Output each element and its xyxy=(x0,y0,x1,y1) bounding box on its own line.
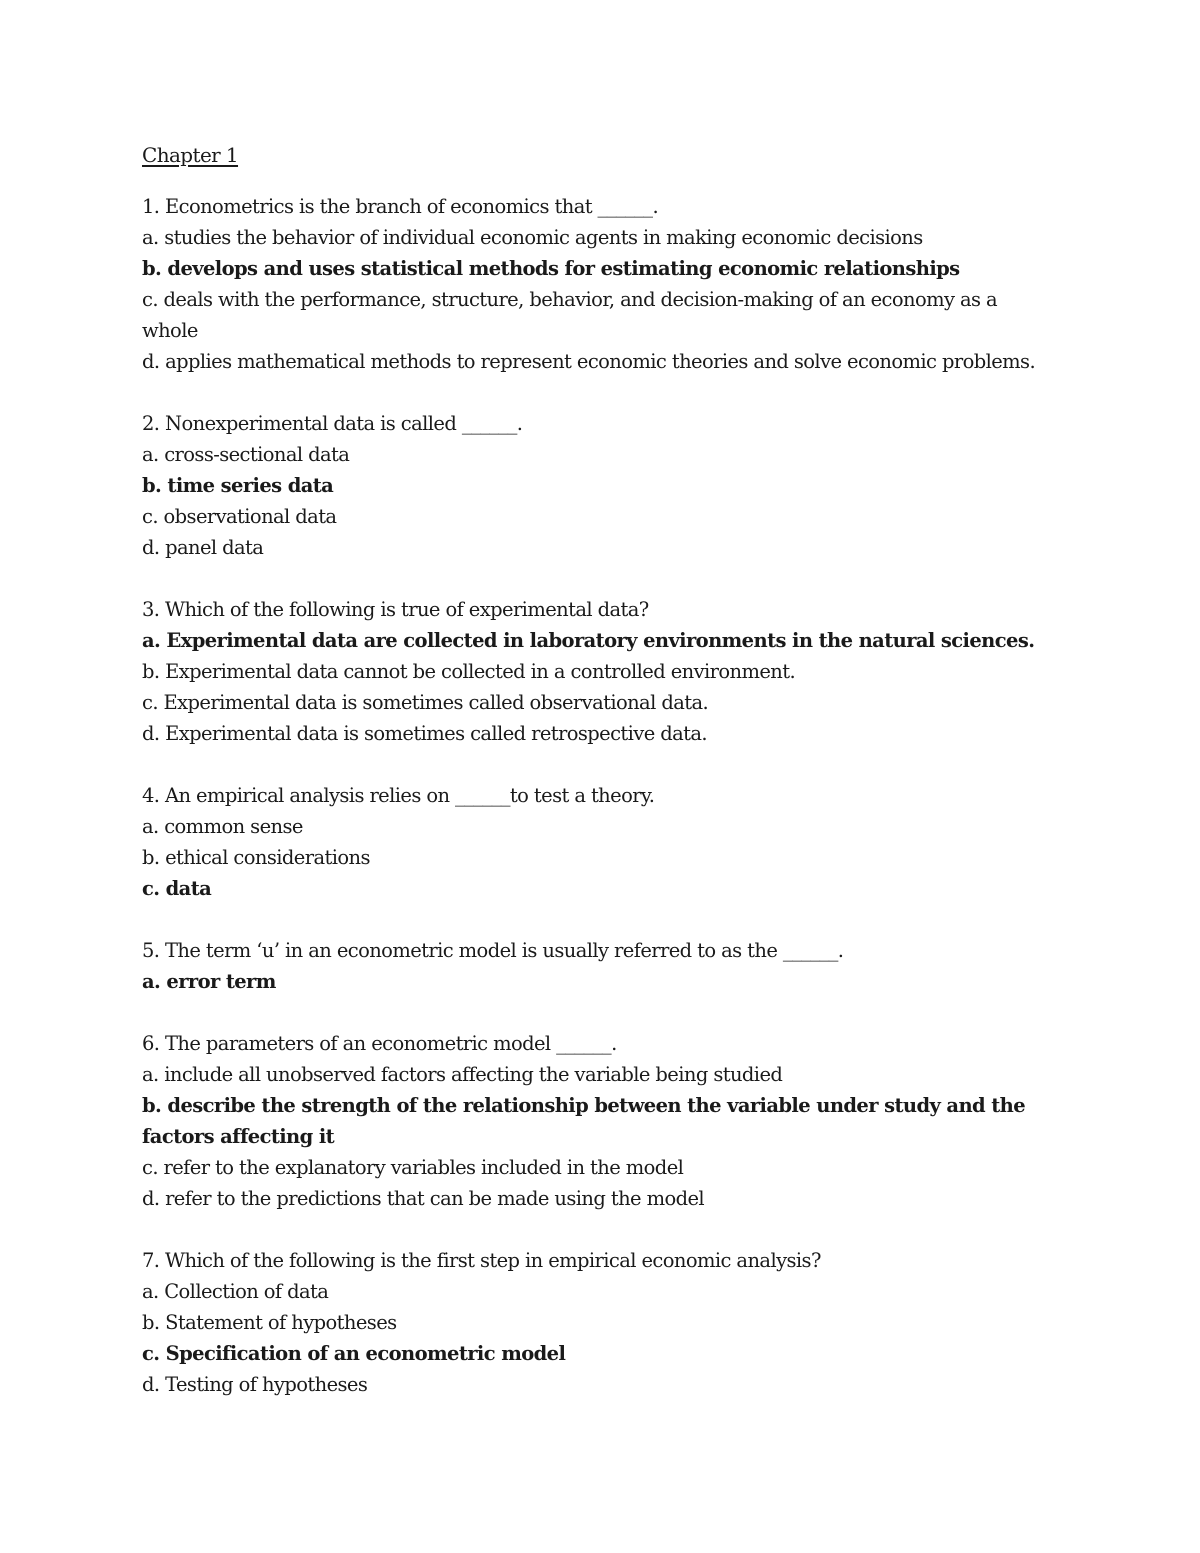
answer-option: b. ethical considerations xyxy=(142,846,370,869)
question-stem: 4. An empirical analysis relies on ______to test a theory. xyxy=(142,784,655,807)
question-5 xyxy=(142,935,1042,997)
answer-option: c. observational data xyxy=(142,505,337,528)
answer-option: d. panel data xyxy=(142,536,264,559)
question-stem: 3. Which of the following is true of experimental data? xyxy=(142,598,649,621)
question-stem: 2. Nonexperimental data is called ______. xyxy=(142,412,523,435)
question-stem: 5. The term ‘u’ in an econometric model is usually referred to as the ______. xyxy=(142,939,844,962)
answer-option: d. Testing of hypotheses xyxy=(142,1373,368,1396)
answer-option-correct: b. develops and uses statistical methods for estimating economic relationships xyxy=(142,257,960,280)
question-2 xyxy=(142,408,1042,563)
answer-option: d. refer to the predictions that can be made using the model xyxy=(142,1187,705,1210)
question-stem: 6. The parameters of an econometric model ______. xyxy=(142,1032,617,1055)
answer-option-correct: b. describe the strength of the relationship between the variable under study and the factors affecting it xyxy=(142,1094,1026,1148)
document-page xyxy=(142,140,1042,1431)
answer-option: a. include all unobserved factors affecting the variable being studied xyxy=(142,1063,783,1086)
answer-option-correct: c. Specification of an econometric model xyxy=(142,1342,566,1365)
question-7 xyxy=(142,1245,1042,1400)
answer-option-correct: b. time series data xyxy=(142,474,334,497)
answer-option-correct: a. error term xyxy=(142,970,276,993)
answer-option: b. Statement of hypotheses xyxy=(142,1311,397,1334)
answer-option: a. cross-sectional data xyxy=(142,443,350,466)
chapter-title: Chapter 1 xyxy=(142,143,239,167)
answer-option: c. deals with the performance, structure, behavior, and decision-making of an economy as a whole xyxy=(142,288,998,342)
answer-option: c. refer to the explanatory variables included in the model xyxy=(142,1156,684,1179)
answer-option: c. Experimental data is sometimes called observational data. xyxy=(142,691,709,714)
answer-option: d. applies mathematical methods to represent economic theories and solve economic problems. xyxy=(142,350,1036,373)
question-6 xyxy=(142,1028,1042,1214)
question-stem: 7. Which of the following is the first step in empirical economic analysis? xyxy=(142,1249,821,1272)
answer-option: a. studies the behavior of individual economic agents in making economic decisions xyxy=(142,226,923,249)
answer-option-correct: c. data xyxy=(142,877,212,900)
answer-option: b. Experimental data cannot be collected in a controlled environment. xyxy=(142,660,796,683)
question-3 xyxy=(142,594,1042,749)
question-4 xyxy=(142,780,1042,904)
question-stem: 1. Econometrics is the branch of economics that ______. xyxy=(142,195,659,218)
question-1 xyxy=(142,191,1042,377)
answer-option: a. Collection of data xyxy=(142,1280,329,1303)
answer-option-correct: a. Experimental data are collected in laboratory environments in the natural sciences. xyxy=(142,629,1035,652)
answer-option: a. common sense xyxy=(142,815,303,838)
answer-option: d. Experimental data is sometimes called retrospective data. xyxy=(142,722,708,745)
